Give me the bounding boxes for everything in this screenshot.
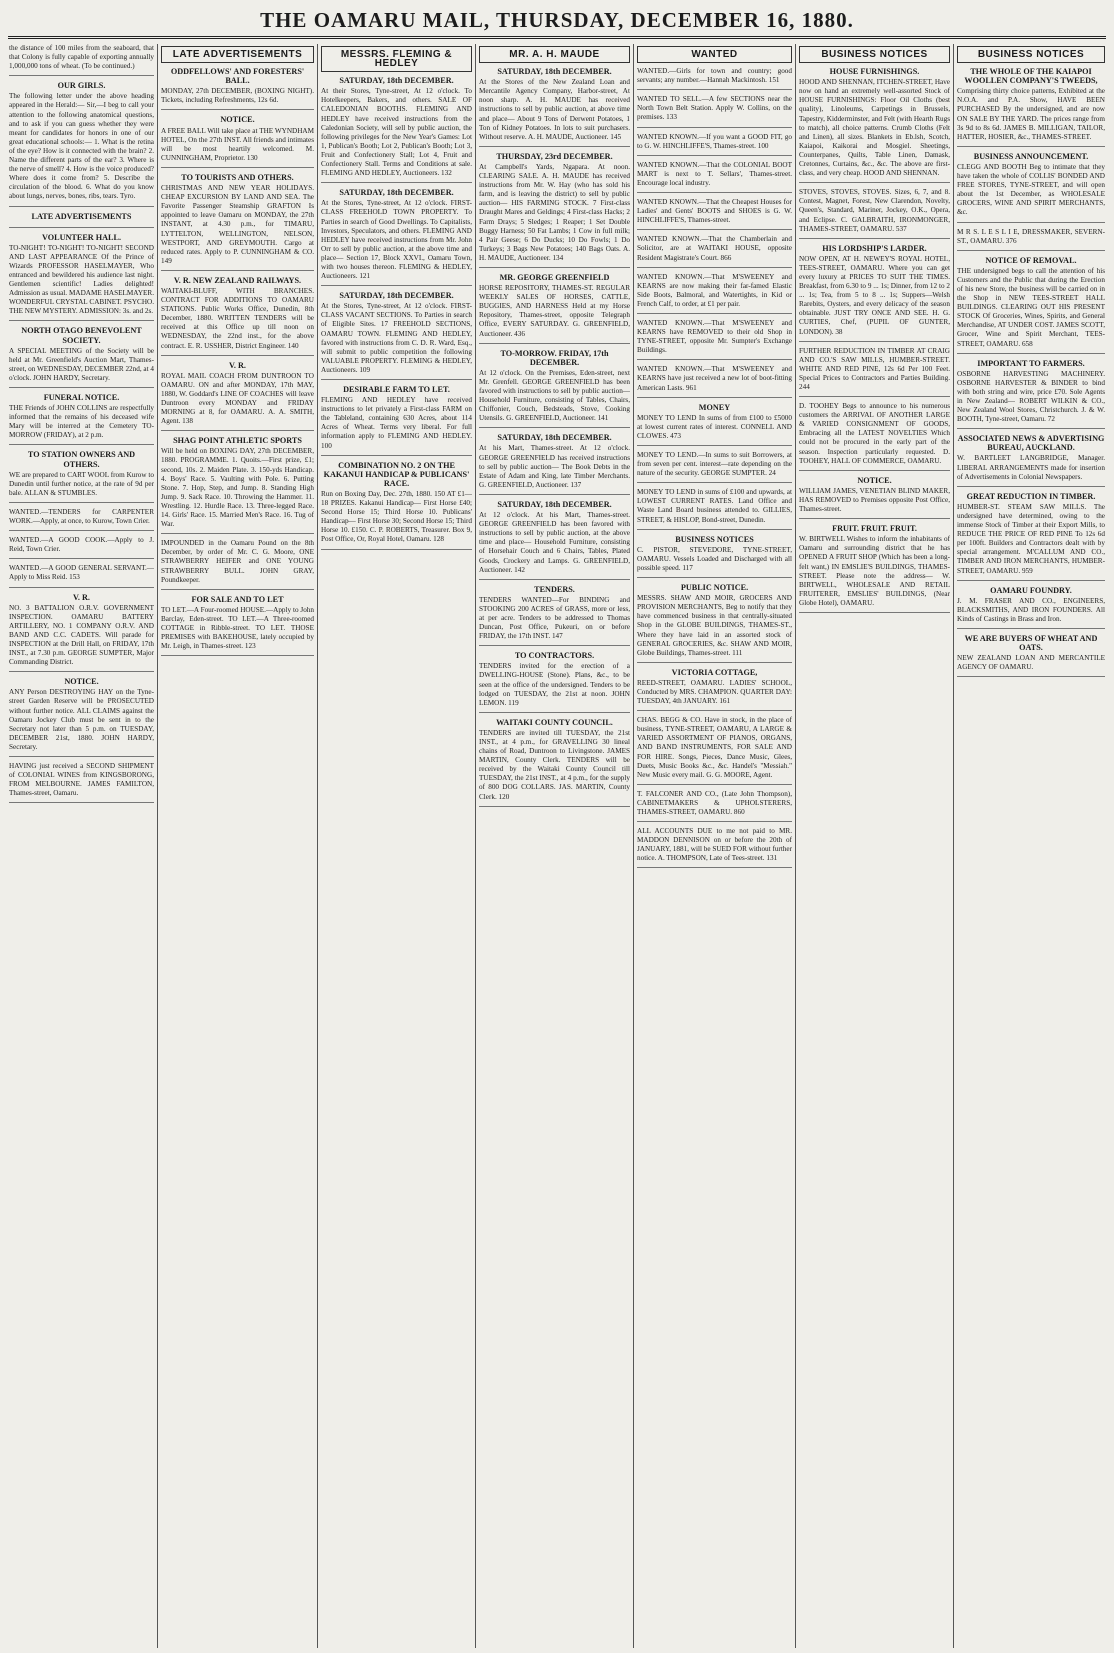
advertisement-heading: SATURDAY, 18th DECEMBER. — [339, 291, 454, 301]
advertisement-heading: IMPORTANT TO FARMERS. — [977, 358, 1085, 368]
advertisement-heading: SHAG POINT ATHLETIC SPORTS — [173, 436, 302, 446]
advertisement — [799, 347, 950, 397]
advertisement — [799, 188, 950, 238]
advertisement-heading: TO-MORROW. FRIDAY, 17th DECEMBER. — [500, 348, 609, 367]
advertisement-heading: V. R. — [73, 592, 90, 602]
advertisement — [479, 500, 630, 580]
advertisement-heading: COMBINATION NO. 2 ON THE KAKANUI HANDICAP & PUBLICANS' RACE. — [323, 460, 470, 488]
advertisement-body: At 12 o'clock. On the Premises, Eden-street, next Mr. Grenfell. GEORGE GREENFIELD has been favored with instructions to sell by public auction— Household Furniture, consisting of Tables, Chairs, Chiffonier, Couch, Bedsteads, Stove, Cooking Utensils. G. GREENFIELD, Auctioneer. 141 — [479, 368, 630, 423]
advertisement — [637, 235, 792, 267]
advertisement-body: TENDERS WANTED—For BINDING and STOOKING 200 ACRES of GRASS, more or less, at per acre. Tenders to be addressed to Thomas Duncan, Post Office, Pukeuri, on or before FRIDAY, the 17th INST. 147 — [479, 595, 630, 641]
advertisement — [637, 133, 792, 156]
advertisement-body: HAVING just received a SECOND SHIPMENT of COLONIAL WINES from KINGSBORONG, FROM MELBOURNE. JAMES FAMILTON, Thames-street, Oamaru. — [9, 762, 154, 798]
advertisement-heading: VOLUNTEER HALL. — [42, 232, 121, 242]
advertisement-body: TO LET.—A Four-roomed HOUSE.—Apply to John Barclay, Eden-street. TO LET.—A Three-roomed COTTAGE in Ribble-street. TO LET. THOSE PREMISES with BAKEHOUSE, lately occupied by Mr. Leigh, in Thames-street. 123 — [161, 605, 314, 651]
advertisement — [9, 212, 154, 228]
advertisement-body: C. PISTOR, STEVEDORE, TYNE-STREET, OAMARU. Vessels Loaded and Discharged with all possible speed. 117 — [637, 545, 792, 572]
advertisement-body: NOW OPEN, AT H. NEWEY'S ROYAL HOTEL, TEES-STREET, OAMARU. Where you can get every luxury at PRICES TO SUIT THE TIMES. Breakfast, from 6.30 to 9 ... 1s; Dinner, from 12 to 2 ... 1s; Tea, from 5 to 8 ... 1s; Suppers—Welsh Rarebits, Oysters, and every delicacy of the season obtainable. JUST TRY ONCE AND SEE. H. G. CURTIES, Chef, (PUPIL OF GUNTER, LONDON). 38 — [799, 254, 950, 336]
advertisement-body: WANTED KNOWN.—That M'SWEENEY and KEARNS are now making their far-famed Elastic Side Boots, Balmoral, and Watertights, in Kid or French Calf, to order, at £1 per pair. — [637, 272, 792, 308]
advertisement-heading: OUR GIRLS. — [57, 81, 106, 91]
advertisement-body: At the Stores, Tyne-street, At 12 o'clock. FIRST-CLASS VACANT SECTIONS. To Parties in search of Eligible Sites. 17 FREEHOLD SECTIONS, OAMARU TOWN. FLEMING AND HEDLEY, favored with instructions from C. D. R. Ward, Esq., will submit to public competition the following VALUABLE PROPERTY. FLEMING & HEDLEY, Auctioneers. 109 — [321, 302, 472, 374]
advertisement — [161, 276, 314, 356]
advertisement-body: MONEY TO LEND.—In sums to suit Borrowers, at from seven per cent. interest—rate depending on the nature of the security. GEORGE SUMPTER. 24 — [637, 451, 792, 478]
advertisement-heading: SATURDAY, 18th DECEMBER. — [497, 433, 612, 443]
advertisement — [799, 402, 950, 471]
column-heading: MESSRS. FLEMING & HEDLEY — [321, 46, 472, 72]
advertisement-body: THE Friends of JOHN COLLINS are respectfully informed that the remains of his deceased wife Mary will be interred at the Cemetery TO-MORROW (FRIDAY), at 2 p.m. — [9, 404, 154, 440]
advertisement — [637, 95, 792, 127]
advertisement — [637, 319, 792, 360]
column-heading: WANTED — [637, 46, 792, 63]
advertisement — [957, 434, 1105, 486]
column-1 — [6, 44, 158, 1648]
advertisement-body: TENDERS invited for the erection of a DWELLING-HOUSE (Stone). Plans, &c., to be seen at the office of the undersigned. Tenders to be lodged on TUESDAY, the 21st at noon. JOHN LEMON. 119 — [479, 662, 630, 707]
advertisement — [479, 273, 630, 344]
advertisement-heading: ODDFELLOWS' AND FORESTERS' BALL. — [170, 67, 305, 86]
advertisement — [161, 539, 314, 589]
masthead-rule — [8, 36, 1106, 39]
advertisement-heading: NORTH OTAGO BENEVOLENT SOCIETY. — [21, 326, 142, 345]
advertisement-body: MESSRS. SHAW AND MOIR, GROCERS AND PROVISION MERCHANTS, Beg to notify that they have commenced business in that centrally-situated Shop in the GLOBE BUILDINGS, THAMES-ST., Where they have laid in an assorted stock of GENERAL GROCERIES, &c. SHAW AND MOIR, Globe Buildings, Thames-street. 111 — [637, 594, 792, 657]
advertisement — [321, 461, 472, 550]
advertisement-body: T. FALCONER AND CO., (Late John Thompson), CABINETMAKERS & UPHOLSTERERS, THAMES-STREET, OAMARU. 860 — [637, 789, 792, 816]
advertisement — [161, 595, 314, 657]
advertisement-body: WANTED.—TENDERS for CARPENTER WORK.—Apply, at once, to Kurow, Town Crier. — [9, 507, 154, 526]
advertisement — [321, 291, 472, 380]
advertisement-body: D. TOOHEY Begs to announce to his numerous customers the ARRIVAL OF ANOTHER LARGE & VARIED CONSIGNMENT OF GOODS, Embracing all the LATEST NOVELTIES Which could not be procured in the early part of the season. Inspection particularly requested. D. TOOHEY, HALL OF COMMERCE, OAMARU. — [799, 402, 950, 465]
advertisement-heading: GREAT REDUCTION IN TIMBER. — [966, 491, 1096, 501]
advertisement-body: FURTHER REDUCTION IN TIMBER AT CRAIG AND CO.'S SAW MILLS, HUMBER-STREET. WHITE AND RED PINE, 12s 6d Per 100 Feet. Special Prices to Contractors and Parties Building. 244 — [799, 346, 950, 391]
advertisement-heading: TO TOURISTS AND OTHERS. — [181, 172, 294, 182]
advertisement-body: WANTED TO SELL.—A few SECTIONS near the North Town Belt Station. Apply W. Collins, on the premises. 133 — [637, 95, 792, 122]
advertisement — [637, 273, 792, 314]
advertisement-heading: THE WHOLE OF THE KAIAPOI WOOLLEN COMPANY'S TWEEDS, — [964, 67, 1098, 86]
advertisement-body: WANTED KNOWN.—That M'SWEENEY and KEARNS have just received a new lot of boot-fitting American Lasts. 961 — [637, 365, 792, 392]
advertisement — [161, 361, 314, 432]
column-heading: BUSINESS NOTICES — [799, 46, 950, 63]
advertisement-body: WANTED KNOWN.—That the Cheapest Houses for Ladies' and Gents' BOOTS and SHOES is G. W. HINCHLIFFE'S, Thames-street. — [637, 198, 792, 225]
column-heading: BUSINESS NOTICES — [957, 46, 1105, 63]
advertisement — [637, 488, 792, 529]
advertisement-body: CHAS. BEGG & CO. Have in stock, in the place of business, TYNE-STREET, OAMARU, A LARGE & VARIED ASSORTMENT OF PIANOS, ORGANS, AND BAND INSTRUMENTS, FOR SALE AND FOR HIRE. Songs, Pieces, Dance Music, Glees, Duets, Music Books &c., &c. Handel's "Messiah." New Music every mail. G. G. MOORE, Agent. — [637, 716, 792, 779]
advertisement-heading: HIS LORDSHIP'S LARDER. — [822, 243, 927, 253]
advertisement — [479, 651, 630, 713]
advertisement-heading: FOR SALE AND TO LET — [191, 594, 284, 604]
advertisement-body: At the Stores of the New Zealand Loan and Mercantile Agency Company, Harbor-street, At noon sharp. A. H. MAUDE has received instructions to sell by public auction, at above time and place— About 9 Tons of Derwent Potatoes, 1 Ton of Kidney Potatoes. In lots to suit purchasers. Without reserve. A. H. MAUDE, Auctioneer. 145 — [479, 78, 630, 141]
advertisement — [161, 436, 314, 534]
advertisement — [637, 790, 792, 822]
advertisement — [479, 67, 630, 147]
advertisement — [799, 524, 950, 613]
column-7 — [954, 44, 1108, 1648]
advertisement-body: CLEGG AND BOOTH Beg to intimate that they have taken the whole of COLLIS' BONDED AND FREE STORES, TYNE-STREET, and will open about the 1st December, as WHOLESALE GROCERS, WINE AND SPIRIT MERCHANTS, &c. — [957, 162, 1105, 217]
advertisement — [9, 450, 154, 502]
advertisement — [9, 81, 154, 206]
advertisement — [799, 476, 950, 519]
advertisement — [9, 677, 154, 757]
advertisement — [9, 326, 154, 388]
advertisement-body: M R S. L E S L I E, DRESSMAKER, SEVERN-ST., OAMARU. 376 — [957, 227, 1105, 245]
advertisement-heading: TO CONTRACTORS. — [514, 651, 595, 661]
advertisement-heading: SATURDAY, 18th DECEMBER. — [497, 67, 612, 77]
advertisement — [161, 173, 314, 271]
advertisement-body: REED-STREET, OAMARU. LADIES' SCHOOL, Conducted by MRS. CHAMPION. QUARTER DAY: TUESDAY, 4th JANUARY. 161 — [637, 678, 792, 706]
advertisement-heading: DESIRABLE FARM TO LET. — [343, 385, 450, 394]
advertisement-heading: NOTICE OF REMOVAL. — [985, 255, 1077, 265]
advertisement-body: J. M. FRASER AND CO., ENGINEERS, BLACKSMITHS, AND IRON FOUNDERS. All Kinds of Castings in Brass and Iron. — [957, 596, 1105, 623]
advertisement — [321, 76, 472, 183]
advertisement-heading: WE ARE BUYERS OF WHEAT AND OATS. — [964, 633, 1098, 653]
advertisement-body: HOOD AND SHENNAN, ITCHEN-STREET, Have now on hand an extremely well-assorted Stock of HOUSE FURNISHINGS: Floor Oil Cloths (best quality), Linoleums, Carpetings in Brussels, Tapestry, Kidderminster, and Felt (with Hearth Rugs to match), all choice patterns. Crumb Cloths (Felt and Linen), all sizes. Blankets in Eb.lsh, Scotch, Kaiapoi, Kaikorai and Mosgiel. Sheetings, Counterpanes, Quilts, Table Linen, Damask, Cretonnes, Curtains, &c., &c. The above are first-class, and very cheap. HOOD AND SHENNAN. — [799, 78, 950, 178]
advertisement — [9, 593, 154, 673]
advertisement-heading: THURSDAY, 23rd DECEMBER. — [496, 151, 613, 161]
advertisement-body: A FREE BALL Will take place at THE WYNDHAM HOTEL, On the 27th INST. All friends and intimates will be most heartily welcomed. M. CUNNINGHAM, Proprietor. 130 — [161, 126, 314, 162]
advertisement-heading: TO STATION OWNERS AND OTHERS. — [27, 450, 136, 469]
advertisement-body: At 12 o'clock. At his Mart, Thames-street. GEORGE GREENFIELD has been favored with instructions to sell by public auction, at the above time and place— Household Furniture, consisting of Horsehair Couch and 6 Chairs, Tables, Plated Goods, Crockery and Lamps. G. GREENFIELD, Auctioneer. 142 — [479, 511, 630, 574]
advertisement-heading: FUNERAL NOTICE. — [43, 393, 120, 402]
advertisement-body: MONEY TO LEND in sums of £100 and upwards, at LOWEST CURRENT RATES. Land Office and Waste Land Board business attended to. GILLIES, STREET, & HISLOP, Bond-street, Dunedin. — [637, 488, 792, 524]
advertisement — [957, 359, 1105, 430]
advertisement-heading: NOTICE. — [220, 115, 255, 125]
advertisement — [637, 365, 792, 397]
advertisement-body: WANTED.—A GOOD COOK.—Apply to J. Reid, Town Crier. — [9, 536, 154, 554]
advertisement — [9, 508, 154, 531]
advertisement — [479, 718, 630, 807]
masthead — [0, 0, 1114, 40]
advertisement-body: NO. 3 BATTALION O.R.V. GOVERNMENT INSPECTION. OAMARU BATTERY ARTILLERY, NO. 1 COMPANY O.R.V. AND BAND AND C.C. CADETS. Will parade for INSPECTION at the Drill Hall, on FRIDAY, 17th INST., at 7.30 p.m. GEORGE SUMPTER, Major Commanding District. — [9, 603, 154, 667]
advertisement-body: W. BARTLEET LANGBRIDGE, Manager. LIBERAL ARRANGEMENTS made for insertion of Advertisements in Colonial Newspapers. — [957, 454, 1105, 481]
advertisement-body: WANTED KNOWN.—If you want a GOOD FIT, go to G. W. HINCHLIFFE'S, Thames-street. 100 — [637, 132, 792, 150]
advertisement-body: W. BIRTWELL Wishes to inform the inhabitants of Oamaru and surrounding district that he has OPENED A FRUIT SHOP (Which has been a long-felt want,) IN EMSLIE'S BUILDINGS, THAMES-STREET. Please note the address— W. BIRTWELL, WHOLESALE AND RETAIL FRUITERER, EMSLIES' BUILDINGS, (Near Globe Hotel), OAMARU. — [799, 535, 950, 607]
advertisement — [957, 634, 1105, 677]
advertisement-heading: FRUIT. FRUIT. FRUIT. — [832, 524, 917, 534]
advertisement-heading: SATURDAY, 18th DECEMBER. — [497, 499, 612, 509]
advertisement — [637, 161, 792, 193]
advertisement — [637, 668, 792, 711]
advertisement-body: MONDAY, 27th DECEMBER, (BOXING NIGHT). Tickets, including Refreshments, 12s 6d. — [161, 87, 314, 105]
advertisement-heading: WAITAKI COUNTY COUNCIL. — [496, 717, 613, 727]
column-2 — [158, 44, 318, 1648]
advertisement — [161, 67, 314, 110]
advertisement-body: Will be held on BOXING DAY, 27th DECEMBER, 1880. PROGRAMME. 1. Quoits.—First prize, £1; second, 10s. 2. Maiden Plate. 3. 150-yds Handicap. 4. Boys' Race. 5. Vaulting with Pole. 6. Putting Stone. 7. Hop, Step, and Jump. 8. Standing High Jump. 9. Sack Race. 10. Throwing the Hammer. 11. Wrestling. 12. Hurdle Race. 13. Three-legged Race. 14. Girls' Race. 15. Married Men's Race. 16. Tug of War. — [161, 447, 314, 529]
advertisement-heading: V. R. NEW ZEALAND RAILWAYS. — [173, 275, 302, 285]
advertisement — [637, 198, 792, 230]
advertisement-heading: SATURDAY, 18th DECEMBER. — [339, 76, 454, 86]
advertisement-body: MONEY TO LEND In sums of from £100 to £5000 at lowest current rates of interest. CONNELL AND CLOWES. 473 — [637, 413, 792, 440]
advertisement-body: WILLIAM JAMES, VENETIAN BLIND MAKER, HAS REMOVED to Premises opposite Post Office, Thames-street. — [799, 486, 950, 514]
advertisement — [479, 349, 630, 429]
advertisement-body: ANY Person DESTROYING HAY on the Tyne-street Garden Reserve will be PROSECUTED without further notice. ALL CLAIMS against the Oamaru Jockey Club must be sent in to the Secretary not later than 5 p.m. on TUESDAY, DECEMBER 21st, 1880. JOHN HARDY, Secretary. — [9, 688, 154, 751]
advertisement-body: At his Mart, Thames-street. At 12 o'clock. GEORGE GREENFIELD has received instructions to sell by public auction— The Book Debts in the Estate of Adam and King, late Timber Merchants. G. GREENFIELD, Auctioneer. 137 — [479, 444, 630, 489]
advertisement-body: ROYAL MAIL COACH FROM DUNTROON TO OAMARU. ON and after MONDAY, 17th MAY, 1880, W. Goddard's LINE OF COACHES will leave Duntroon every MONDAY and FRIDAY MORNING at 8, for OAMARU. A. A. SMITH, Agent. 138 — [161, 371, 314, 426]
advertisement — [799, 67, 950, 183]
advertisement-body: WANTED KNOWN.—That M'SWEENEY and KEARNS have REMOVED to their old Shop in TYNE-STREET, opposite Mr. Sumpter's Exchange Buildings. — [637, 318, 792, 355]
advertisement-body: WAITAKI-BLUFF, WITH BRANCHES. CONTRACT FOR ADDITIONS TO OAMARU STATIONS. Public Works Office, Dunedin, 8th December, 1880. WRITTEN TENDERS will be received at this Office up till noon on WEDNESDAY, the 22nd inst., for the above contract. E. R. USSHER, District Engineer. 140 — [161, 286, 314, 350]
advertisement — [957, 228, 1105, 251]
advertisement-heading: OAMARU FOUNDRY. — [990, 585, 1072, 595]
advertisement — [9, 536, 154, 559]
advertisement-heading: ASSOCIATED NEWS & ADVERTISING BUREAU, AUCKLAND. — [957, 434, 1105, 453]
advertisement — [637, 827, 792, 868]
advertisement — [479, 152, 630, 268]
column-6 — [796, 44, 954, 1648]
advertisement-body: At Campbell's Yards, Ngapara. At noon. CLEARING SALE. A. H. MAUDE has received instructions from Mr. W. Hay (who has sold his farm, and is leaving the district) to sell by public auction— HIS FARMING STOCK. 7 First-class Draught Mares and Geldings; 4 First-class Hacks; 2 Farm Drays; 5 Sledges; 1 Reaper; 1 Set Double Buggy Harness; 50 Fat Lambs; 1 Cow in full milk; 4 Pair Geese; 6 Do Ducks; 10 Do Fowls; 1 Do Turkeys; 3 Bags New Potatoes; 140 Bags Oats. A. H. MAUDE, Auctioneer. 134 — [479, 162, 630, 262]
advertisement-body: WANTED.—Girls for town and country; good servants; any number.—Hannah Mackintosh. 151 — [637, 67, 792, 85]
advertisement-body: TO-NIGHT! TO-NIGHT! TO-NIGHT! SECOND AND LAST APPEARANCE Of the Prince of Wizards PROFESSOR HASELMAYER, Who entranced and bewildered his audience last night. Gentlemen scientific! Ladies delighted! Admission as usual. MADAME HASELMAYER. WONDERFUL CRYSTAL CABINET. PSYCHO. THE NEW MYSTERY. ADMISSION: 3s. and 2s. — [9, 243, 154, 316]
column-5 — [634, 44, 796, 1648]
advertisement — [9, 564, 154, 587]
advertisement — [321, 385, 472, 456]
advertisement-body: WANTED.—A GOOD GENERAL SERVANT.—Apply to Miss Reid. 153 — [9, 564, 154, 582]
advertisement-body: STOVES, STOVES, STOVES. Sizes, 6, 7, and 8. Contest, Magnet, Forest, New Clarendon, Novelty, Queen's, Standard, Mariner, Jockey, O.K., Opera, and Eclipse. C. GALBRAITH, IRONMONGER, THAMES-STREET, OAMARU. 537 — [799, 188, 950, 233]
advertisement-body: OSBORNE HARVESTING MACHINERY. OSBORNE HARVESTER & BINDER to bind with both string and wire, price £70. Sole Agents in New Zealand— ROBERT WILKIN & CO., New Zealand Wool Stores, Christchurch. J. & W. BOOTH, Tyne-street, Oamaru. 72 — [957, 369, 1105, 424]
advertisement-heading: BUSINESS NOTICES — [675, 534, 754, 544]
advertisement-heading: VICTORIA COTTAGE, — [671, 667, 758, 677]
advertisement — [637, 403, 792, 446]
advertisement — [161, 115, 314, 167]
advertisement-heading: SATURDAY, 18th DECEMBER. — [339, 188, 454, 198]
advertisement-body: NEW ZEALAND LOAN AND MERCANTILE AGENCY OF OAMARU. — [957, 654, 1105, 672]
advertisement — [637, 67, 792, 90]
advertisement — [637, 716, 792, 785]
advertisement — [957, 586, 1105, 629]
advertisement-heading: MONEY — [698, 402, 731, 412]
advertisement-body: A SPECIAL MEETING of the Society will be held at Mr. Greenfield's Auction Mart, Thames-street, on WEDNESDAY, DECEMBER 22nd, at 4 o'clock. JOHN HARDY, Secretary. — [9, 346, 155, 382]
advertisement — [957, 492, 1105, 581]
advertisement-heading: BUSINESS ANNOUNCEMENT. — [973, 151, 1089, 161]
advertisement-heading: LATE ADVERTISEMENTS — [31, 211, 132, 221]
column-heading: MR. A. H. MAUDE — [479, 46, 630, 63]
advertisement-heading: MR. GEORGE GREENFIELD — [499, 272, 610, 282]
advertisement-heading: HOUSE FURNISHINGS. — [829, 67, 920, 77]
advertisement-body: WE are prepared to CART WOOL from Kurow to Dunedin until further notice, at the rate of 9d per bale. ALLAN & STUMBLES. — [9, 470, 154, 497]
advertisement-body: The following letter under the above heading appeared in the Herald:— Sir,—I beg to call your attention to the following anatomical questions, and to ask if you can guess whether they were meant for candidates for honors in one of our great educational schools:— 1. What is the retina of the eye? How is it connected with the brain? 2. Name the different parts of the ear? 3. Where is the nerve of smell? 4. How is the voice produced? Where does it come from? 5. Describe the circulation of the blood. 6. What do you know about lungs, nerves, bones, ribs, tears. Tyro. — [9, 92, 154, 201]
page-title: THE OAMARU MAIL, THURSDAY, DECEMBER 16, 1880. — [260, 8, 854, 32]
newspaper-page — [6, 44, 1108, 1648]
advertisement — [957, 152, 1105, 223]
advertisement-heading: TENDERS. — [534, 584, 575, 594]
advertisement — [637, 535, 792, 578]
advertisement — [9, 44, 154, 76]
advertisement-body: WANTED KNOWN.—That the Chamberlain and Solicitor, are at WAITAKI HOUSE, opposite Resident Magistrate's Court. 866 — [637, 235, 792, 262]
advertisement-body: IMPOUNDED in the Oamaru Pound on the 8th December, by order of Mr. C. G. Moore, ONE STRAWBERRY HEIFER and ONE YOUNG STRAWBERRY BULL. JOHN GRAY, Poundkeeper. — [161, 539, 314, 584]
advertisement — [9, 762, 154, 803]
advertisement-body: THE undersigned begs to call the attention of his Customers and the Public that during the Erection of his new Store, the business will be carried on in the Shop in NEW TEES-STREET HALL BUILDINGS. CLEARING OUT HIS PRESENT STOCK Of Groceries, Wines, Spirits, and General Merchandise, AT UNDER COST. JAMES SCOTT, Grocer, Wine and Spirit Merchant, TEES-STREET, OAMARU. 658 — [957, 266, 1105, 348]
advertisement-body: At their Stores, Tyne-street, At 12 o'clock. To Hotelkeepers, Bakers, and others. SALE OF CALEDONIAN BOOTHS. FLEMING AND HEDLEY have received instructions from the Caledonian Society, will sell by public auction, the following privileges for the New Year's Games: Lot 1, Publican's Booth; Lot 2, Publican's Booth; Lot 3, Fruit and Confectionery Stall; Lot 4, Fruit and Confectionery Stall. Terms and Conditions at sale. FLEMING AND HEDLEY, Auctioneers. 132 — [321, 87, 472, 178]
advertisement-heading: PUBLIC NOTICE. — [680, 583, 749, 593]
advertisement — [479, 433, 630, 495]
advertisement-heading: NOTICE. — [857, 475, 892, 485]
advertisement-body: Comprising thirty choice patterns, Exhibited at the N.O.A. and P.A. Show, HAVE BEEN PURCHASED By the undersigned, and are now ON SALE BY THE YARD. The prices range from 3s 9d to 8s 6d. JAMES B. MILLIGAN, TAILOR, HATTER, HOSIER, &c., THAMES-STREET. — [957, 87, 1105, 141]
advertisement — [9, 233, 154, 322]
advertisement — [957, 256, 1105, 354]
advertisement-heading: V. R. — [229, 360, 246, 370]
advertisement-body: the distance of 100 miles from the seaboard, that that Colony is fully capable of exporting annually 1,000,000 tons of wheat. (To be continued.) — [9, 44, 154, 71]
advertisement — [321, 188, 472, 286]
advertisement-body: FLEMING AND HEDLEY have received instructions to let privately a First-class FARM on the Tableland, containing 630 Acres, about 114 Acres of Wheat. Terms very liberal. For full information apply to FLEMING AND HEDLEY. 100 — [321, 396, 472, 450]
advertisement — [9, 393, 154, 445]
advertisement-body: CHRISTMAS AND NEW YEAR HOLIDAYS. CHEAP EXCURSION BY LAND AND SEA. The Favorite Passenger Steamship GRAFTON Is appointed to leave Oamaru on MONDAY, the 27th INSTANT, at 4.30 p.m., for TIMARU, LYTTELTON, WELLINGTON, NELSON, WESTPORT, AND GREYMOUTH. Cargo at reduced rates. Apply to P. CUNNINGHAM & CO. 149 — [161, 184, 314, 265]
advertisement-body: ALL ACCOUNTS DUE to me not paid to MR. MADDON DENNISON on or before the 20th of JANUARY, 1881, will be SUED FOR without further notice. A. THOMPSON, Late of Tees-street. 131 — [637, 827, 792, 863]
column-heading: LATE ADVERTISEMENTS — [161, 46, 314, 63]
advertisement-body: HORSE REPOSITORY, THAMES-ST. REGULAR WEEKLY SALES OF HORSES, CATTLE, BUGGIES, AND HARNESS Held at my Horse Repository, Thames-street, opposite Telegraph Office, EVERY SATURDAY. G. GREENFIELD, Auctioneer. 436 — [479, 284, 630, 338]
advertisement-body: WANTED KNOWN.—That the COLONIAL BOOT MART is next to T. Sellars', Thames-street. Encourage local industry. — [637, 160, 792, 187]
advertisement — [479, 585, 630, 647]
advertisement-body: TENDERS are invited till TUESDAY, the 21st INST., at 4 p.m., for GRAVELLING 30 lineal chains of Road, Duntroon to Livingstone. JAMES MARTIN, County Clerk. TENDERS will be received by the Waitaki County Council till TUESDAY, the 21st INST., at 4 p.m., for the supply of 800 DOG COLLARS. JAS. MARTIN, County Clerk. 120 — [479, 728, 630, 801]
advertisement-body: At the Stores, Tyne-street, At 12 o'clock. FIRST-CLASS FREEHOLD TOWN PROPERTY. To Parties in search of Good Dwellings. To Capitalists, Investors, Speculators, and others. FLEMING AND HEDLEY have received instructions from Mr. John Orr to sell by public auction, at the above time and place— Section 17, Block XXVI., Oamaru Town, with two houses thereon. FLEMING & HEDLEY, Auctioneers. 121 — [321, 199, 472, 281]
advertisement — [799, 244, 950, 342]
advertisement — [637, 583, 792, 663]
advertisement — [637, 451, 792, 483]
advertisement-body: Run on Boxing Day, Dec. 27th, 1880. 150 AT £1—18 PRIZES. Kakanui Handicap— First Horse £40; Second Horse 15; Third Horse 10. Publicans' Handicap— First Horse 30; Second Horse 15; Third Horse 10. £150. C. P. ROBERTS, Treasurer. Box 9, Post Office, Or, Royal Hotel, Oamaru. 128 — [321, 489, 472, 544]
column-3 — [318, 44, 476, 1648]
column-4 — [476, 44, 634, 1648]
advertisement-heading: NOTICE. — [64, 677, 99, 687]
advertisement-body: HUMBER-ST. STEAM SAW MILLS. The undersigned have determined, owing to the immense Stock of Timber at their Export Mills, to REDUCE THE PRICE OF RED PINE To 12s 6d per 100ft. Builders and Contractors dealt with by special arrangement. M'CALLUM AND CO., TIMBER AND IRON MERCHANTS, HUMBER-STREET, OAMARU. 959 — [957, 502, 1105, 575]
advertisement — [957, 67, 1105, 147]
